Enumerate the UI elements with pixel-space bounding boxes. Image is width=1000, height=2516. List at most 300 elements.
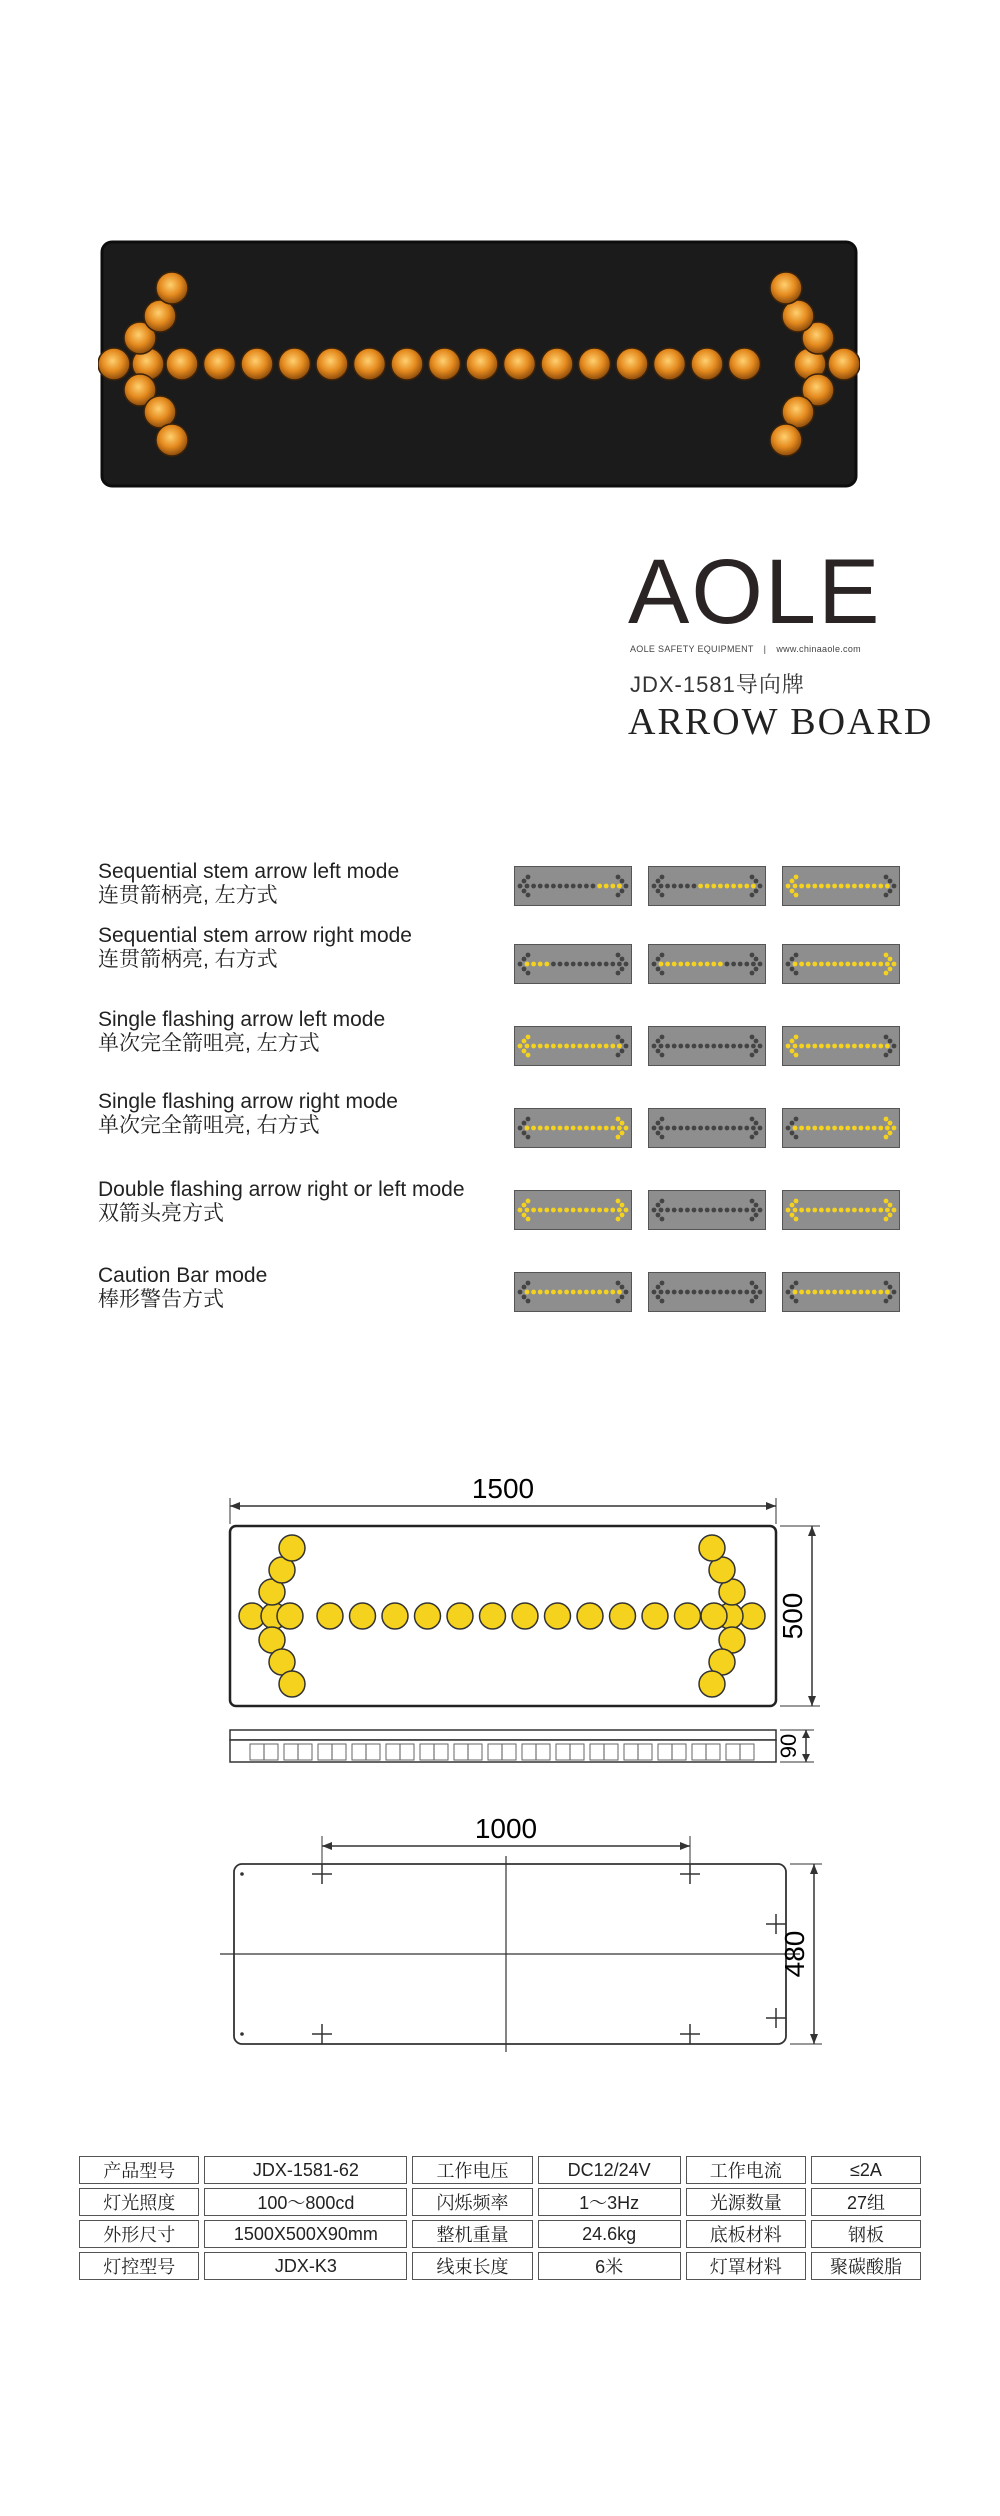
- yellow-lamp: [675, 1603, 701, 1629]
- lamp-dot: [751, 1208, 756, 1213]
- lamp-dot: [839, 1126, 844, 1131]
- lamp-dot: [794, 1281, 799, 1286]
- lamp-dot: [616, 1135, 621, 1140]
- spec-value: 100～800cd: [204, 2188, 407, 2216]
- yellow-lamp: [480, 1603, 506, 1629]
- lamp-dot: [790, 967, 795, 972]
- lamp-dot: [659, 1290, 664, 1295]
- lamp-dot: [725, 884, 730, 889]
- lamp-dot: [832, 1208, 837, 1213]
- lamp-dot: [884, 1281, 889, 1286]
- lamp-dot: [750, 1053, 755, 1058]
- lamp-dot: [551, 1290, 556, 1295]
- lamp-dot: [610, 1290, 615, 1295]
- lamp-dot: [872, 962, 877, 967]
- lamp-dot: [692, 884, 697, 889]
- lamp-dot: [845, 884, 850, 889]
- mode-panel: [514, 1108, 632, 1148]
- lamp-dot: [526, 875, 531, 880]
- lamp-dot: [718, 1290, 723, 1295]
- lamp-dot: [692, 1290, 697, 1295]
- lamp-dot: [564, 1126, 569, 1131]
- spec-key: 光源数量: [686, 2188, 806, 2216]
- lamp-dot: [564, 1290, 569, 1295]
- lamp-dot: [852, 1290, 857, 1295]
- lamp-dot: [884, 893, 889, 898]
- spec-key: 外形尺寸: [79, 2220, 199, 2248]
- yellow-lamp: [317, 1603, 343, 1629]
- lamp-dot: [845, 1208, 850, 1213]
- lamp-dot: [692, 962, 697, 967]
- lamp-dot: [678, 1044, 683, 1049]
- lamp-dot: [705, 884, 710, 889]
- mode-panel: [782, 866, 900, 906]
- lamp-dot: [617, 1126, 622, 1131]
- lamp-dot: [610, 1208, 615, 1213]
- lamp-dot: [806, 1290, 811, 1295]
- lamp-dot: [577, 884, 582, 889]
- lamp-dot: [656, 1213, 661, 1218]
- lamp-dot: [617, 1290, 622, 1295]
- lamp-dot: [884, 1199, 889, 1204]
- mode-panel: [782, 944, 900, 984]
- yellow-lamp: [577, 1603, 603, 1629]
- lamp-dot: [865, 962, 870, 967]
- lamp-dot: [832, 962, 837, 967]
- lamp-dot: [678, 962, 683, 967]
- lamp-dot: [790, 1203, 795, 1208]
- mode-panel: [648, 944, 766, 984]
- lamp-dot: [793, 1290, 798, 1295]
- lamp-dot: [660, 875, 665, 880]
- lamp-dot: [878, 962, 883, 967]
- lamp-dot: [597, 1208, 602, 1213]
- lamp-dot: [872, 1208, 877, 1213]
- mode-panel: [514, 1190, 632, 1230]
- lamp-dot: [564, 1044, 569, 1049]
- lamp-dot: [577, 1044, 582, 1049]
- lamp-dot: [750, 1035, 755, 1040]
- lamp-dot: [660, 1217, 665, 1222]
- lamp-dot: [826, 1290, 831, 1295]
- lamp-dot: [544, 884, 549, 889]
- lamp-dot: [558, 1126, 563, 1131]
- lamp-dot: [522, 1039, 527, 1044]
- lamp-dot: [698, 1290, 703, 1295]
- lamp-dot: [884, 1117, 889, 1122]
- lamp-dot: [711, 1208, 716, 1213]
- spec-key: 灯罩材料: [686, 2252, 806, 2280]
- lamp-dot: [620, 1121, 625, 1126]
- lamp-dot: [558, 962, 563, 967]
- lamp-dot: [604, 1044, 609, 1049]
- lamp-dot: [885, 1126, 890, 1131]
- lamp-dot: [794, 953, 799, 958]
- spec-key: 工作电流: [686, 2156, 806, 2184]
- lamp-dot: [604, 1208, 609, 1213]
- spec-value: JDX-K3: [204, 2252, 407, 2280]
- lamp-dot: [793, 884, 798, 889]
- lamp-dot: [786, 962, 791, 967]
- lamp-dot: [551, 962, 556, 967]
- yellow-lamp: [279, 1671, 305, 1697]
- lamp-dot: [616, 1117, 621, 1122]
- spec-value: 27组: [811, 2188, 921, 2216]
- lamp-dot: [665, 962, 670, 967]
- lamp-dot: [577, 1208, 582, 1213]
- lamp-dot: [826, 884, 831, 889]
- lamp-dot: [744, 962, 749, 967]
- lamp-dot: [620, 1203, 625, 1208]
- lamp-dot: [888, 1295, 893, 1300]
- lamp-dot: [597, 1290, 602, 1295]
- lamp-dot: [692, 1126, 697, 1131]
- spec-table: [74, 2152, 926, 2284]
- lamp-dot: [522, 889, 527, 894]
- mode-panel: [782, 1108, 900, 1148]
- lamp-dot: [597, 884, 602, 889]
- lamp-dot: [620, 889, 625, 894]
- lamp-dot: [731, 1290, 736, 1295]
- lamp-dot: [892, 884, 897, 889]
- lamp-dot: [624, 962, 629, 967]
- lamp-dot: [685, 1208, 690, 1213]
- lamp-dot: [751, 1044, 756, 1049]
- lamp-dot: [885, 1044, 890, 1049]
- spec-key: 产品型号: [79, 2156, 199, 2184]
- lamp-dot: [620, 879, 625, 884]
- lamp-dot: [744, 1126, 749, 1131]
- lamp-dot: [754, 1131, 759, 1136]
- lamp-dot: [790, 1131, 795, 1136]
- lamp-dot: [750, 875, 755, 880]
- lamp-dot: [526, 1299, 531, 1304]
- lamp-dot: [826, 1044, 831, 1049]
- spec-value: ≤2A: [811, 2156, 921, 2184]
- lamp-dot: [652, 962, 657, 967]
- lamp-dot: [884, 1217, 889, 1222]
- lamp-dot: [591, 884, 596, 889]
- lamp-dot: [884, 1053, 889, 1058]
- lamp-dot: [786, 884, 791, 889]
- lamp-dot: [624, 1126, 629, 1131]
- mode-label-zh: 连贯箭柄亮, 右方式: [98, 948, 278, 971]
- spec-value: 1500X500X90mm: [204, 2220, 407, 2248]
- yellow-lamp: [277, 1603, 303, 1629]
- lamp-dot: [577, 1126, 582, 1131]
- mode-panel: [782, 1272, 900, 1312]
- lamp-dot: [878, 1290, 883, 1295]
- lamp-dot: [888, 1121, 893, 1126]
- lamp-dot: [884, 953, 889, 958]
- lamp-dot: [754, 1049, 759, 1054]
- lamp-dot: [591, 1126, 596, 1131]
- lamp-dot: [678, 1208, 683, 1213]
- lamp-dot: [692, 1208, 697, 1213]
- brand-company: AOLE SAFETY EQUIPMENT: [630, 644, 754, 654]
- spec-value: 聚碳酸脂: [811, 2252, 921, 2280]
- lamp-dot: [705, 1208, 710, 1213]
- mode-panel: [648, 866, 766, 906]
- spec-key: 灯光照度: [79, 2188, 199, 2216]
- mode-label-en: Double flashing arrow right or left mode: [98, 1178, 465, 1201]
- lamp-dot: [839, 1290, 844, 1295]
- brand-website: www.chinaaole.com: [776, 644, 861, 654]
- lamp-dot: [892, 1208, 897, 1213]
- mode-label-zh: 单次完全箭咀亮, 右方式: [98, 1114, 320, 1137]
- lamp-dot: [551, 884, 556, 889]
- lamp-dot: [531, 1290, 536, 1295]
- lamp-dot: [538, 1044, 543, 1049]
- lamp-dot: [656, 1131, 661, 1136]
- lamp-dot: [832, 1126, 837, 1131]
- spec-key: 灯控型号: [79, 2252, 199, 2280]
- lamp-dot: [584, 884, 589, 889]
- lamp-dot: [591, 1290, 596, 1295]
- lamp-dot: [758, 1044, 763, 1049]
- lamp-dot: [591, 1208, 596, 1213]
- mode-panel: [648, 1108, 766, 1148]
- lamp-dot: [744, 884, 749, 889]
- dim-width-label: 1500: [471, 1473, 535, 1504]
- lamp-dot: [872, 884, 877, 889]
- lamp-dot: [865, 1290, 870, 1295]
- spec-key: 闪烁频率: [412, 2188, 532, 2216]
- lamp-dot: [885, 962, 890, 967]
- lamp-dot: [812, 1126, 817, 1131]
- lamp-dot: [617, 962, 622, 967]
- lamp-dot: [526, 1053, 531, 1058]
- lamp-dot: [656, 1039, 661, 1044]
- lamp-dot: [839, 962, 844, 967]
- lamp-dot: [790, 1049, 795, 1054]
- lamp-dot: [531, 1044, 536, 1049]
- lamp-dot: [518, 1208, 523, 1213]
- lamp-dot: [718, 884, 723, 889]
- lamp-dot: [790, 1039, 795, 1044]
- lamp-dot: [888, 1203, 893, 1208]
- lamp-dot: [725, 1044, 730, 1049]
- lamp-dot: [758, 1290, 763, 1295]
- spec-row: [79, 2188, 921, 2216]
- lamp-dot: [698, 1208, 703, 1213]
- lamp-dot: [786, 1044, 791, 1049]
- lamp-dot: [758, 884, 763, 889]
- lamp-dot: [672, 962, 677, 967]
- lamp-dot: [620, 967, 625, 972]
- lamp-dot: [888, 1131, 893, 1136]
- lamp-dot: [872, 1126, 877, 1131]
- lamp-dot: [725, 1290, 730, 1295]
- lamp-dot: [819, 1126, 824, 1131]
- lamp-dot: [754, 1121, 759, 1126]
- lamp-dot: [660, 1035, 665, 1040]
- lamp-dot: [698, 962, 703, 967]
- lamp-dot: [522, 879, 527, 884]
- lamp-dot: [806, 1208, 811, 1213]
- lamp-dot: [750, 1199, 755, 1204]
- lamp-dot: [859, 884, 864, 889]
- yellow-lamp: [415, 1603, 441, 1629]
- lamp-dot: [656, 879, 661, 884]
- lamp-dot: [705, 1126, 710, 1131]
- lamp-dot: [799, 1126, 804, 1131]
- lamp-dot: [571, 962, 576, 967]
- lamp-dot: [819, 1208, 824, 1213]
- yellow-lamp: [350, 1603, 376, 1629]
- lamp-dot: [754, 967, 759, 972]
- lamp-dot: [711, 1290, 716, 1295]
- spec-row: [79, 2252, 921, 2280]
- lamp-dot: [698, 884, 703, 889]
- lamp-dot: [754, 1213, 759, 1218]
- yellow-lamp: [610, 1603, 636, 1629]
- lamp-dot: [571, 1126, 576, 1131]
- lamp-dot: [845, 962, 850, 967]
- spec-key: 整机重量: [412, 2220, 532, 2248]
- lamp-dot: [616, 1035, 621, 1040]
- lamp-dot: [538, 1290, 543, 1295]
- lamp-dot: [738, 1208, 743, 1213]
- lamp-dot: [526, 1281, 531, 1286]
- lamp-dot: [790, 1213, 795, 1218]
- lamp-dot: [620, 1039, 625, 1044]
- lamp-dot: [872, 1290, 877, 1295]
- lamp-dot: [878, 1044, 883, 1049]
- lamp-dot: [518, 1126, 523, 1131]
- lamp-dot: [544, 1208, 549, 1213]
- lamp-dot: [518, 1044, 523, 1049]
- lamp-dot: [839, 884, 844, 889]
- lamp-dot: [884, 1299, 889, 1304]
- lamp-dot: [888, 1285, 893, 1290]
- lamp-dot: [731, 884, 736, 889]
- lamp-dot: [624, 1044, 629, 1049]
- lamp-dot: [656, 889, 661, 894]
- lamp-dot: [718, 1044, 723, 1049]
- mode-panel: [782, 1026, 900, 1066]
- lamp-dot: [794, 1053, 799, 1058]
- dim-depth-label: 90: [776, 1733, 801, 1759]
- mode-label-zh: 双箭头亮方式: [98, 1202, 224, 1225]
- lamp-dot: [754, 1285, 759, 1290]
- lamp-dot: [711, 962, 716, 967]
- lamp-dot: [738, 1290, 743, 1295]
- lamp-dot: [571, 1208, 576, 1213]
- lamp-dot: [884, 1035, 889, 1040]
- lamp-dot: [892, 1044, 897, 1049]
- lamp-dot: [744, 1044, 749, 1049]
- lamp-dot: [790, 1285, 795, 1290]
- lamp-dot: [620, 1213, 625, 1218]
- lamp-dot: [610, 884, 615, 889]
- lamp-dot: [660, 971, 665, 976]
- lamp-dot: [751, 962, 756, 967]
- lamp-dot: [597, 1044, 602, 1049]
- lamp-dot: [656, 1285, 661, 1290]
- lamp-dot: [794, 1135, 799, 1140]
- lamp-dot: [750, 1117, 755, 1122]
- lamp-dot: [672, 884, 677, 889]
- lamp-dot: [794, 1299, 799, 1304]
- lamp-dot: [616, 1217, 621, 1222]
- brand-separator: |: [763, 644, 767, 654]
- lamp-dot: [754, 1039, 759, 1044]
- lamp-dot: [660, 1117, 665, 1122]
- lamp-dot: [656, 1121, 661, 1126]
- lamp-dot: [518, 962, 523, 967]
- lamp-dot: [604, 1290, 609, 1295]
- lamp-dot: [718, 1208, 723, 1213]
- lamp-dot: [525, 884, 530, 889]
- lamp-dot: [591, 1044, 596, 1049]
- lamp-dot: [751, 1126, 756, 1131]
- lamp-dot: [620, 957, 625, 962]
- lamp-dot: [656, 1295, 661, 1300]
- lamp-dot: [888, 889, 893, 894]
- lamp-dot: [525, 1290, 530, 1295]
- lamp-dot: [888, 957, 893, 962]
- lamp-dot: [665, 1290, 670, 1295]
- lamp-dot: [571, 1290, 576, 1295]
- lamp-dot: [812, 1044, 817, 1049]
- lamp-dot: [610, 1044, 615, 1049]
- front-dimension-drawing: [220, 1468, 830, 1788]
- lamp-dot: [685, 1290, 690, 1295]
- yellow-lamp: [642, 1603, 668, 1629]
- lamp-dot: [845, 1290, 850, 1295]
- lamp-dot: [531, 1208, 536, 1213]
- mode-panel: [648, 1190, 766, 1230]
- lamp-dot: [852, 1126, 857, 1131]
- lamp-dot: [656, 967, 661, 972]
- lamp-dot: [564, 1208, 569, 1213]
- lamp-dot: [790, 879, 795, 884]
- lamp-dot: [744, 1290, 749, 1295]
- lamp-dot: [826, 1126, 831, 1131]
- lamp-dot: [826, 1208, 831, 1213]
- lamp-dot: [705, 1044, 710, 1049]
- spec-value: 钢板: [811, 2220, 921, 2248]
- lamp-dot: [885, 884, 890, 889]
- spec-value: 1～3Hz: [538, 2188, 681, 2216]
- product-name: ARROW BOARD: [628, 701, 934, 743]
- mode-label-en: Single flashing arrow right mode: [98, 1090, 398, 1113]
- lamp-dot: [711, 1126, 716, 1131]
- lamp-dot: [738, 884, 743, 889]
- lamp-dot: [659, 962, 664, 967]
- lamp-dot: [793, 1044, 798, 1049]
- dim-mount-height-label: 480: [779, 1930, 810, 1978]
- lamp-dot: [660, 953, 665, 958]
- lamp-dot: [725, 1208, 730, 1213]
- lamp-dot: [698, 1044, 703, 1049]
- lamp-dot: [665, 884, 670, 889]
- mode-label-zh: 棒形警告方式: [98, 1288, 224, 1311]
- lamp-dot: [750, 893, 755, 898]
- yellow-lamp: [699, 1671, 725, 1697]
- yellow-lamp: [699, 1535, 725, 1561]
- lamp-dot: [786, 1290, 791, 1295]
- lamp-dot: [852, 884, 857, 889]
- lamp-dot: [793, 962, 798, 967]
- lamp-dot: [538, 962, 543, 967]
- lamp-dot: [659, 884, 664, 889]
- lamp-dot: [685, 1044, 690, 1049]
- lamp-dot: [604, 1126, 609, 1131]
- lamp-dot: [754, 1295, 759, 1300]
- lamp-dot: [577, 1290, 582, 1295]
